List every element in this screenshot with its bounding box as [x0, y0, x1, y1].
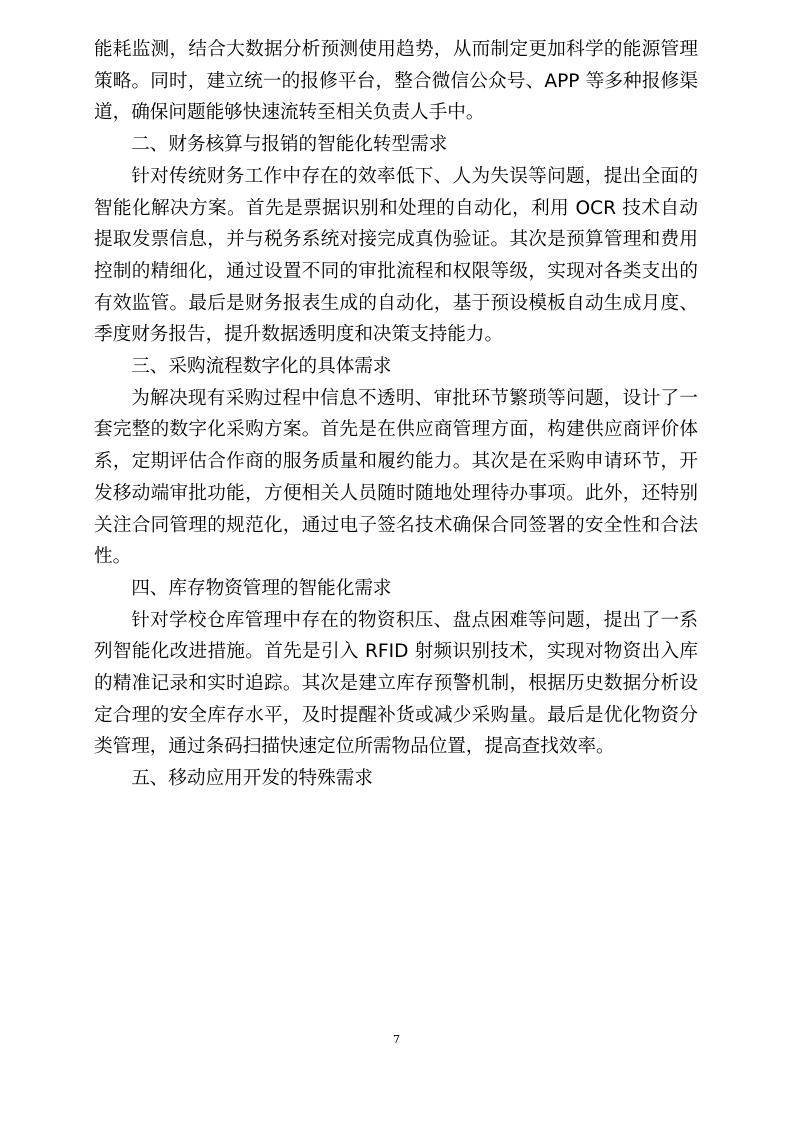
section-heading-procurement: 三、采购流程数字化的具体需求 [131, 356, 392, 378]
section-heading-finance: 二、财务核算与报销的智能化转型需求 [131, 134, 448, 156]
body-paragraph-finance: 针对传统财务工作中存在的效率低下、人为失误等问题，提出全面的智能化解决方案。首先是票据识别和处理的自动化，利用 OCR 技术自动提取发票信息，并与税务系统对接完成真伪验证。其次是预算管理和费用控制的精细化，通过设置不同的审批流程和权限等级，实现对各类支出的有效监管。最后是财务报表生成的自动化，基于预设模板自动生成月度、季度财务报告，提升数据透明度和决策支持能力。 [94, 165, 698, 346]
document-body [94, 34, 698, 795]
page-number: 7 [393, 1033, 400, 1046]
body-paragraph-inventory: 针对学校仓库管理中存在的物资积压、盘点困难等问题，提出了一系列智能化改进措施。首先是引入 RFID 射频识别技术，实现对物资出入库的精准记录和实时追踪。其次是建立库存预警机制，根据历史数据分析设定合理的安全库存水平，及时提醒补货或减少采购量。最后是优化物资分类管理，通过条码扫描快速定位所需物品位置，提高查找效率。 [94, 609, 698, 758]
continuation-paragraph: 能耗监测，结合大数据分析预测使用趋势，从而制定更加科学的能源管理策略。同时，建立统一的报修平台，整合微信公众号、APP 等多种报修渠道，确保问题能够快速流转至相关负责人手中。 [94, 39, 698, 124]
body-paragraph-procurement: 为解决现有采购过程中信息不透明、审批环节繁琐等问题，设计了一套完整的数字化采购方案。首先是在供应商管理方面，构建供应商评价体系，定期评估合作商的服务质量和履约能力。其次是在采购申请环节，开发移动端审批功能，方便相关人员随时随地处理待办事项。此外，还特别关注合同管理的规范化，通过电子签名技术确保合同签署的安全性和合法性。 [94, 387, 698, 568]
section-heading-inventory: 四、库存物资管理的智能化需求 [131, 577, 392, 599]
section-heading-mobile: 五、移动应用开发的特殊需求 [131, 768, 373, 790]
